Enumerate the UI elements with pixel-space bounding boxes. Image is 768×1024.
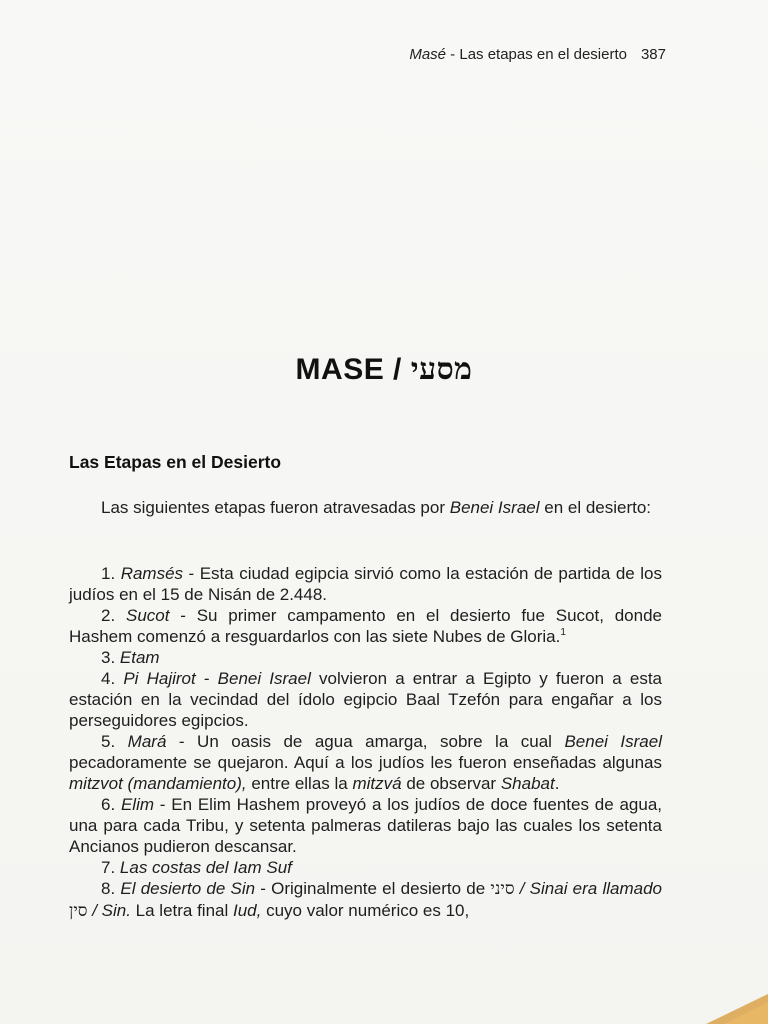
item-emphasis: Benei Israel	[564, 732, 662, 751]
item-emphasis: Shabat	[500, 774, 555, 793]
item-text: volvieron a entrar a Egipto y fueron a esta estación en la vecindad del ídolo egipcio Baal Tzefón para engañar a los perseguidores egipcios.	[69, 669, 663, 730]
item-name: Sucot	[125, 606, 170, 625]
list-item	[69, 647, 662, 668]
list-item	[69, 563, 662, 605]
item-text: - En Elim Hashem proveyó a los judíos de doce fuentes de agua, una para cada Tribu, y setenta palmeras datileras bajo las cuales los setenta Ancianos pudieron descansar.	[69, 795, 662, 856]
item-text: cuyo valor numérico es 10,	[261, 901, 470, 920]
item-text: - Un oasis de agua amarga, sobre la cual	[166, 732, 565, 751]
item-number: 4.	[101, 669, 124, 688]
hebrew-word: סין	[69, 901, 88, 921]
item-emphasis: Benei Israel	[217, 669, 311, 688]
item-emphasis: / Sinai era llamado	[514, 879, 662, 898]
list-item	[69, 605, 662, 647]
hebrew-word: סיני	[490, 879, 515, 899]
page-number: 387	[640, 46, 666, 63]
stages-list	[69, 563, 662, 922]
intro-text-end: en el desierto:	[539, 498, 652, 517]
item-name: Etam	[119, 648, 160, 667]
item-text: de observar	[401, 774, 501, 793]
running-header	[409, 46, 666, 63]
section-heading: Las Etapas en el Desierto	[69, 452, 282, 472]
running-header-subtitle: - Las etapas en el desierto	[446, 46, 627, 63]
list-item	[69, 878, 662, 922]
list-item	[69, 668, 662, 731]
chapter-title-latin: MASE /	[295, 353, 402, 386]
item-text: .	[554, 774, 560, 793]
item-name: Elim	[120, 795, 155, 814]
running-header-title: Masé	[409, 46, 447, 63]
chapter-title	[0, 352, 768, 387]
item-emphasis: / Sin.	[87, 901, 131, 920]
item-number: 1.	[101, 564, 121, 583]
item-text: entre ellas la	[246, 774, 353, 793]
list-item	[69, 857, 662, 878]
intro-paragraph	[69, 497, 662, 518]
item-name: Las costas del Iam Suf	[119, 858, 292, 877]
intro-emphasis: Benei Israel	[449, 498, 540, 517]
item-text: - Su primer campamento en el desierto fue Sucot, donde Hashem comenzó a resguardarlos con las siete Nubes de Gloria.	[69, 606, 662, 646]
item-name: Ramsés	[120, 564, 184, 583]
chapter-title-hebrew: מסעי	[410, 352, 473, 387]
item-text: - Esta ciudad egipcia sirvió como la estación de partida de los judíos en el 15 de Nisán de 2.448.	[69, 564, 662, 604]
item-number: 8.	[101, 879, 121, 898]
item-name: Pi Hajirot	[123, 669, 196, 688]
item-number: 7.	[101, 858, 120, 877]
item-separator: -	[195, 669, 218, 688]
item-number: 3.	[101, 648, 120, 667]
item-text: - Originalmente el desierto de	[255, 879, 491, 898]
item-text: pecadoramente se quejaron. Aquí a los judíos les fueron enseñadas algunas	[69, 753, 662, 772]
item-number: 5.	[101, 732, 128, 751]
footnote-marker[interactable]: 1	[560, 627, 566, 638]
item-emphasis: mitzvot (mandamiento),	[69, 774, 247, 793]
list-item	[69, 731, 662, 794]
item-number: 6.	[101, 795, 121, 814]
item-emphasis: mitzvá	[352, 774, 402, 793]
item-name: El desierto de Sin	[120, 879, 256, 898]
item-number: 2.	[101, 606, 126, 625]
list-item	[69, 794, 662, 857]
intro-text: Las siguientes etapas fueron atravesadas por	[101, 498, 450, 517]
item-emphasis: Iud,	[233, 901, 262, 920]
page-corner-decoration	[706, 994, 768, 1024]
item-text: La letra final	[130, 901, 233, 920]
item-name: Mará	[127, 732, 167, 751]
